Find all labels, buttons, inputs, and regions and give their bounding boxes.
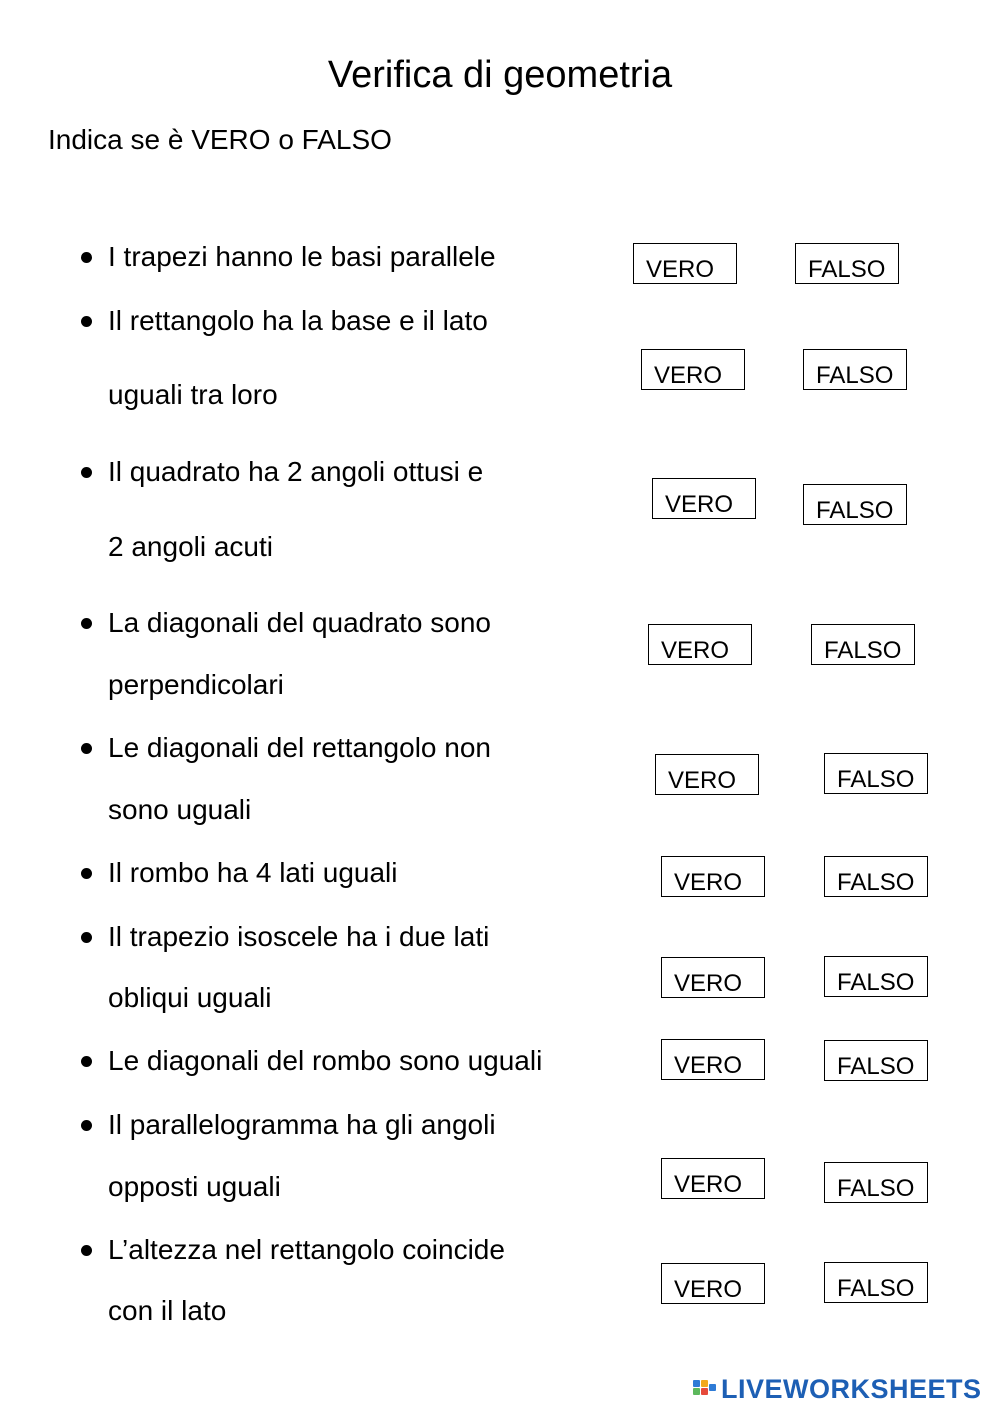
falso-button[interactable]: FALSO: [803, 349, 907, 390]
question-text: Le diagonali del rombo sono uguali: [108, 1045, 543, 1076]
question-text-continued: 2 angoli acuti: [108, 531, 274, 562]
bullet-icon: [81, 618, 92, 629]
logo-text: LIVEWORKSHEETS: [721, 1373, 982, 1404]
question-text: Il parallelogramma ha gli angoli: [108, 1109, 496, 1140]
vero-button[interactable]: VERO: [641, 349, 745, 390]
question-text: Il quadrato ha 2 angoli ottusi e: [108, 456, 484, 487]
bullet-icon: [81, 252, 92, 263]
question-text-continued: perpendicolari: [108, 669, 284, 700]
instruction-text: Indica se è VERO o FALSO: [48, 124, 392, 155]
vero-button[interactable]: VERO: [661, 1263, 765, 1304]
question-text: La diagonali del quadrato sono: [108, 607, 491, 638]
vero-button[interactable]: VERO: [655, 754, 759, 795]
question-text: Il rettangolo ha la base e il lato: [108, 305, 488, 336]
page-title: Verifica di geometria: [327, 54, 673, 96]
falso-button[interactable]: FALSO: [824, 1262, 928, 1303]
liveworksheets-logo-icon: [693, 1377, 717, 1401]
bullet-icon: [81, 316, 92, 327]
bullet-icon: [81, 1120, 92, 1131]
question-text: I trapezi hanno le basi parallele: [108, 241, 496, 272]
question-text-continued: con il lato: [108, 1295, 227, 1326]
question-text: Il rombo ha 4 lati uguali: [108, 857, 398, 888]
bullet-icon: [81, 743, 92, 754]
bullet-icon: [81, 868, 92, 879]
liveworksheets-logo[interactable]: [693, 1374, 982, 1404]
falso-button[interactable]: FALSO: [824, 753, 928, 794]
falso-button[interactable]: FALSO: [824, 956, 928, 997]
vero-button[interactable]: VERO: [652, 478, 756, 519]
bullet-icon: [81, 1056, 92, 1067]
question-text: L’altezza nel rettangolo coincide: [108, 1234, 505, 1265]
falso-button[interactable]: FALSO: [803, 484, 907, 525]
falso-button[interactable]: FALSO: [795, 243, 899, 284]
vero-button[interactable]: VERO: [661, 1039, 765, 1080]
vero-button[interactable]: VERO: [648, 624, 752, 665]
falso-button[interactable]: FALSO: [824, 856, 928, 897]
falso-button[interactable]: FALSO: [824, 1040, 928, 1081]
vero-button[interactable]: VERO: [661, 856, 765, 897]
vero-button[interactable]: VERO: [661, 957, 765, 998]
question-text-continued: uguali tra loro: [108, 379, 278, 410]
vero-button[interactable]: VERO: [633, 243, 737, 284]
falso-button[interactable]: FALSO: [811, 624, 915, 665]
question-text-continued: sono uguali: [108, 794, 252, 825]
falso-button[interactable]: FALSO: [824, 1162, 928, 1203]
question-text-continued: obliqui uguali: [108, 982, 272, 1013]
question-text: Il trapezio isoscele ha i due lati: [108, 921, 490, 952]
bullet-icon: [81, 932, 92, 943]
bullet-icon: [81, 1245, 92, 1256]
question-text: Le diagonali del rettangolo non: [108, 732, 491, 763]
bullet-icon: [81, 467, 92, 478]
vero-button[interactable]: VERO: [661, 1158, 765, 1199]
question-text-continued: opposti uguali: [108, 1171, 281, 1202]
